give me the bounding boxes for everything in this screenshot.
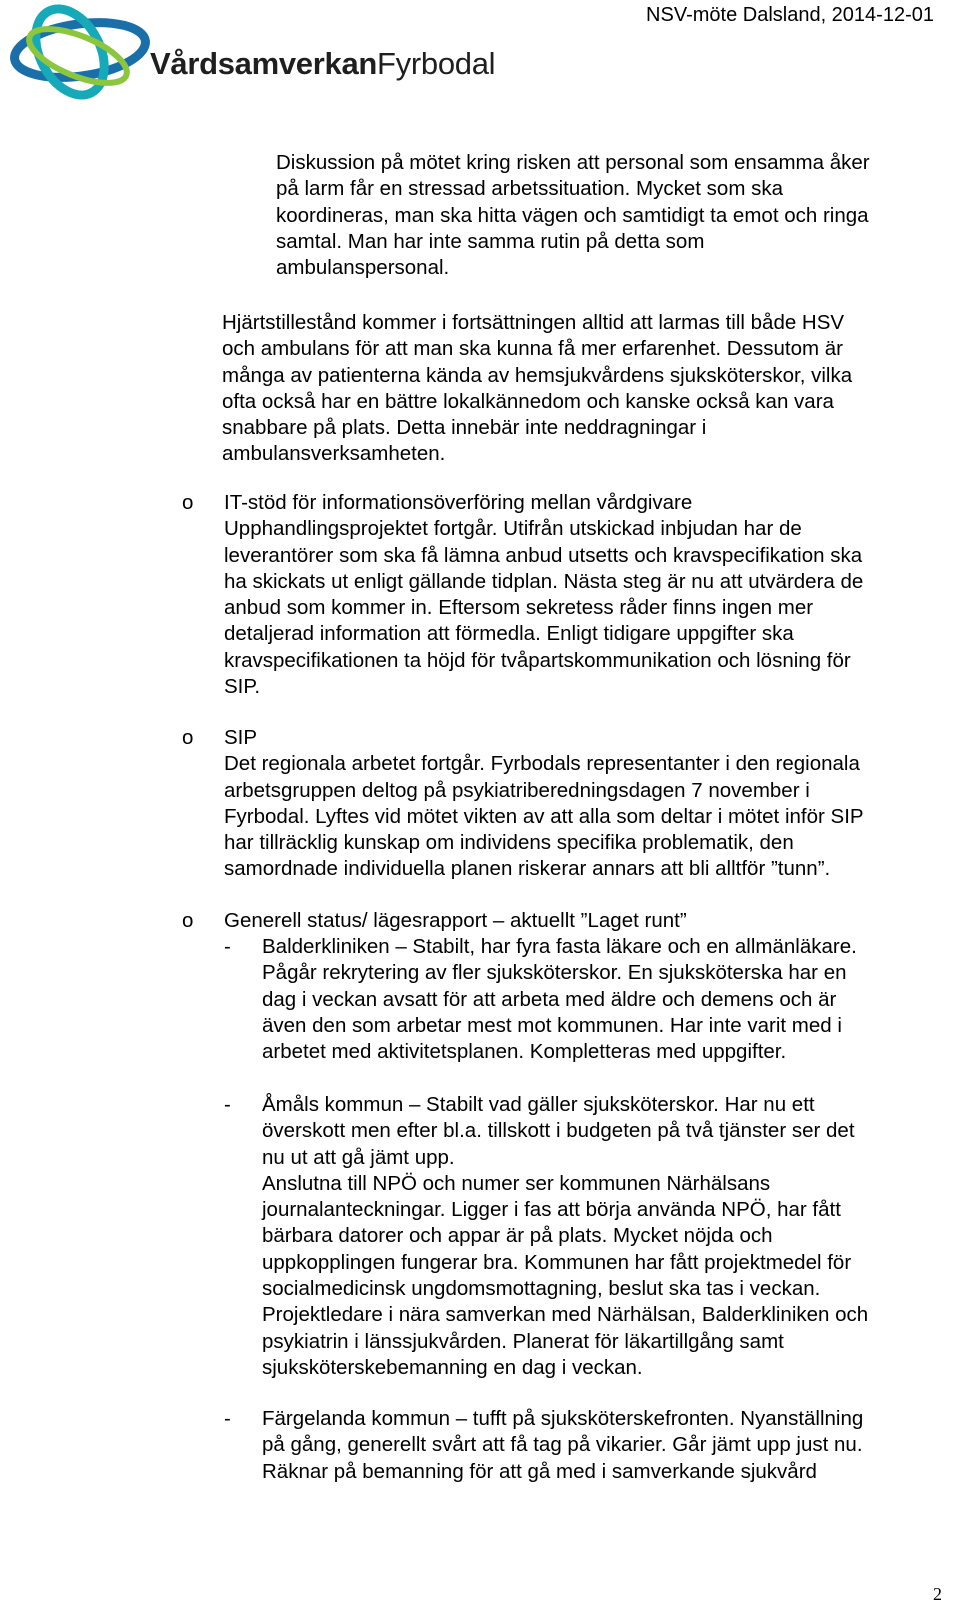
meeting-header: NSV-möte Dalsland, 2014-12-01 <box>646 4 934 26</box>
text-line: SIP. <box>224 675 261 699</box>
text-line: Hjärtstillestånd kommer i fortsättningen alltid att larmas till både HSV <box>222 311 845 334</box>
text-line: samordnade individuella planen riskerar annars att bli alltför ”tunn”. <box>224 857 831 881</box>
paragraph-discussion <box>276 150 956 281</box>
text-line: Balderkliniken – Stabilt, har fyra fasta läkare och en allmänläkare. <box>262 935 857 958</box>
text-line: ofta också har en bättre lokalkännedom och kanske också kan vara <box>222 389 834 413</box>
text-line: även den som arbetar mest mot kommunen. Har inte varit med i <box>262 1013 842 1037</box>
text-line: psykiatrin i länssjukvården. Planerat för läkartillgång samt <box>262 1329 784 1353</box>
text-line: på gång, generellt svårt att få tag på vikarier. Går jämt upp just nu. <box>262 1433 863 1457</box>
text-line: Upphandlingsprojektet fortgår. Utifrån utskickad inbjudan har de <box>224 517 802 541</box>
text-line: snabbare på plats. Detta innebär inte neddragningar i <box>222 416 707 440</box>
text-line: uppkopplingen fungerar bra. Kommunen har fått projektmedel för <box>262 1250 852 1274</box>
text-line: Pågår rekrytering av fler sjuksköterskor. En sjuksköterska har en <box>262 961 847 985</box>
logo-wordmark <box>150 46 495 82</box>
bullet-marker: o <box>182 491 194 514</box>
bullet-marker: o <box>182 909 194 932</box>
text-line: Anslutna till NPÖ och numer ser kommunen Närhälsans <box>262 1171 771 1195</box>
text-line: har tillräcklig kunskap om individens specifika problematik, den <box>224 831 794 855</box>
text-line: Färgelanda kommun – tufft på sjuksköterskefronten. Nyanställning <box>262 1407 864 1430</box>
page-number: 2 <box>933 1584 942 1604</box>
logo-text-regular: Fyrbodal <box>377 46 496 81</box>
logo-icon <box>8 4 168 104</box>
text-line: Det regionala arbetet fortgår. Fyrbodals representanter i den regionala <box>224 752 860 776</box>
text-line: på larm får en stressad arbetssituation. Mycket som ska <box>276 177 784 201</box>
bullet-marker: o <box>182 726 194 749</box>
text-line: ambulanspersonal. <box>276 256 450 280</box>
section-sip <box>224 725 954 883</box>
section-it-support <box>224 490 954 700</box>
text-line: bärbara datorer och appar är på plats. Mycket nöjda och <box>262 1224 773 1248</box>
text-line: Räknar på bemanning för att gå med i samverkande sjukvård <box>262 1459 817 1483</box>
dash-marker: - <box>224 1407 231 1430</box>
text-line: många av patienterna kända av hemsjukvårdens sjuksköterskor, vilka <box>222 363 853 387</box>
text-line: arbetet med aktivitetsplanen. Kompletteras med uppgifter. <box>262 1040 787 1064</box>
text-line: Åmåls kommun – Stabilt vad gäller sjuksköterskor. Har nu ett <box>262 1093 815 1116</box>
section-heading: IT-stöd för informationsöverföring mellan vårdgivare <box>224 491 693 514</box>
text-line: detaljerad information att förmedla. Enligt tidigare uppgifter ska <box>224 622 794 646</box>
text-line: Fyrbodal. Lyftes vid mötet vikten av att alla som deltar i mötet inför SIP <box>224 804 864 828</box>
text-line: ambulansverksamheten. <box>222 442 446 466</box>
text-line: samtal. Man har inte samma rutin på detta som <box>276 229 705 253</box>
text-line: och ambulans för att man ska kunna få mer erfarenhet. Dessutom är <box>222 337 843 361</box>
text-line: Projektledare i nära samverkan med Närhälsan, Balderkliniken och <box>262 1303 869 1327</box>
text-line: nu ut att gå jämt upp. <box>262 1145 455 1169</box>
dash-marker: - <box>224 935 231 958</box>
text-line: dag i veckan avsatt för att arbeta med äldre och demens och är <box>262 987 837 1011</box>
text-line: leverantörer som ska få lämna anbud utsetts och kravspecifikation ska <box>224 543 863 567</box>
text-line: sjuksköterskebemanning en dag i veckan. <box>262 1355 643 1379</box>
status-amal <box>262 1092 954 1381</box>
section-heading: SIP <box>224 726 258 749</box>
section-heading: Generell status/ lägesrapport – aktuellt ”Laget runt” <box>224 909 687 932</box>
text-line: kravspecifikationen ta höjd för tvåpartskommunikation och lösning för <box>224 648 851 672</box>
status-balderkliniken <box>262 934 954 1065</box>
text-line: socialmedicinsk ungdomsmottagning, beslut ska tas i veckan. <box>262 1277 821 1301</box>
text-line: Diskussion på mötet kring risken att personal som ensamma åker <box>276 151 870 174</box>
status-fargelanda <box>262 1406 954 1485</box>
paragraph-cardiac-arrest <box>222 310 952 468</box>
text-line: koordineras, man ska hitta vägen och samtidigt ta emot och ringa <box>276 203 869 227</box>
text-line: överskott men efter bl.a. tillskott i budgeten på två tjänster ser det <box>262 1119 855 1143</box>
text-line: arbetsgruppen deltog på psykiatriberedningsdagen 7 november i <box>224 778 810 802</box>
section-status <box>224 908 954 934</box>
text-line: anbud som kommer in. Eftersom sekretess råder finns ingen mer <box>224 596 814 620</box>
text-line: journalanteckningar. Ligger i fas att börja använda NPÖ, har fått <box>262 1198 841 1222</box>
text-line: ha skickats ut enligt gällande tidplan. Nästa steg är nu att utvärdera de <box>224 569 864 593</box>
dash-marker: - <box>224 1093 231 1116</box>
logo-text-bold: Vårdsamverkan <box>150 46 378 81</box>
